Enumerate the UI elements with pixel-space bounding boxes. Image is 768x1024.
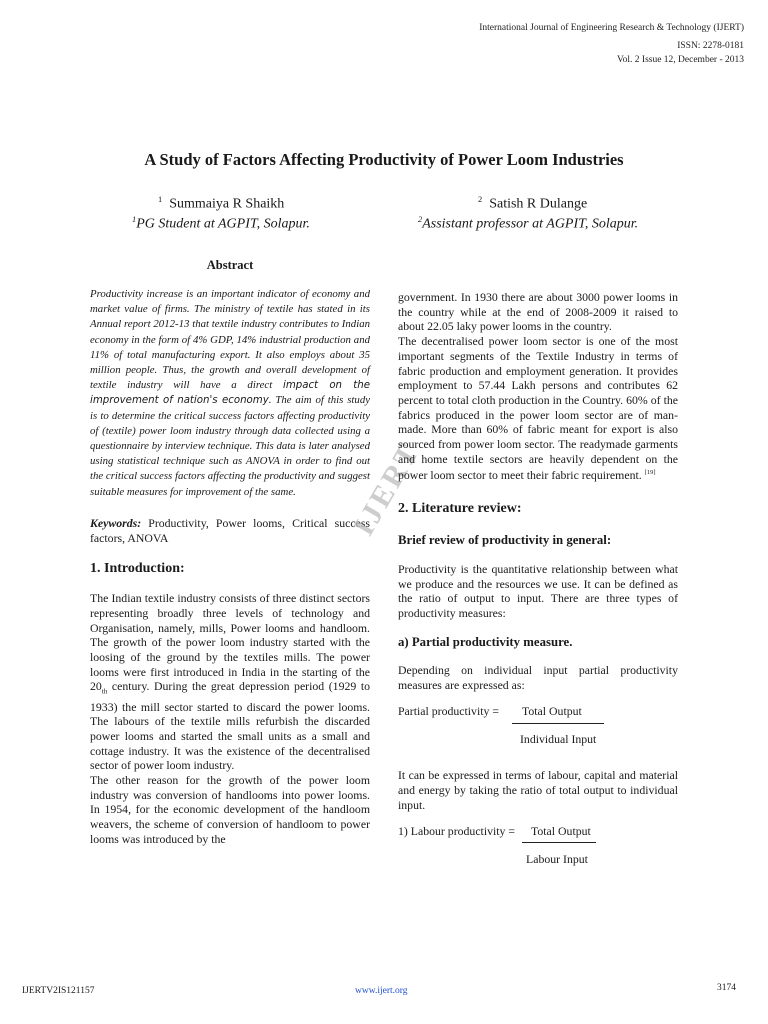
equation-1-fraction-bar — [512, 723, 604, 724]
productivity-definition: Productivity is the quantitative relationship between what we produce and the resources we use. It can be defined as the ratio of output to input. There are three types of productivity measures: — [398, 562, 678, 621]
affiliation-1-number: 1 — [132, 215, 137, 224]
abstract-text — [90, 287, 370, 500]
equation-1-numerator: Total Output — [522, 704, 582, 719]
partial-productivity-heading: a) Partial productivity measure. — [398, 634, 573, 649]
intro-heading: 1. Introduction: — [90, 561, 185, 577]
intro-paragraph-1 — [90, 591, 370, 773]
affiliation-1 — [132, 215, 310, 233]
author-2 — [478, 195, 587, 213]
affiliation-2 — [418, 215, 638, 233]
author-1 — [158, 195, 284, 213]
page-number: 3174 — [717, 983, 736, 993]
author-2-number: 2 — [478, 195, 483, 204]
affiliation-1-text: PG Student at AGPIT, Solapur. — [136, 216, 310, 232]
left-column — [90, 258, 370, 847]
literature-review-heading: 2. Literature review: — [398, 501, 522, 517]
abstract-part-2: impact on the improvement of nation's economy — [90, 380, 371, 407]
intro-p1-superscript: th — [101, 687, 108, 696]
keywords — [90, 516, 370, 545]
equation-2-fraction-bar — [522, 842, 596, 843]
equation-2-denominator: Labour Input — [526, 852, 588, 867]
right-paragraph-1: government. In 1930 there are about 3000 power looms in the country while at the end of 2008-2009 it raised to about 22.05 laky power looms in the country. — [398, 290, 678, 334]
equation-2-numerator: Total Output — [531, 824, 591, 839]
affiliation-2-text: Assistant professor at AGPIT, Solapur. — [422, 216, 639, 232]
intro-paragraph-2: The other reason for the growth of the power loom industry was conversion of handlooms into power looms. In 1954, for the economic development of the handloom weavers, the scheme of conversion of handloom to power looms was introduced by the — [90, 773, 370, 846]
author-1-name: Summaiya R Shaikh — [169, 196, 285, 212]
paper-id: IJERTV2IS121157 — [22, 986, 95, 996]
right-paragraph-2 — [398, 334, 678, 483]
abstract-part-3: . The aim of this study is to determine the critical success factors affecting productivity of (textile) power loom industry through data collected using a questionnaire by interview technique. This data is later analysed using statistical technique such as ANOVA in order to find out the critical success factors affecting the productivity and suggest suitable measures for improvement of the same. — [90, 394, 371, 498]
partial-productivity-equation — [398, 702, 678, 760]
journal-name: International Journal of Engineering Research & Technology (IJERT) — [479, 23, 744, 33]
ijert-watermark: IJERT — [346, 436, 427, 542]
equation-1-label: Partial productivity = — [398, 704, 500, 719]
author-2-name: Satish R Dulange — [489, 196, 588, 212]
partial-productivity-explanation: It can be expressed in terms of labour, capital and material and energy by taking the ratio of total output to individual input. — [398, 768, 678, 812]
keywords-text: Productivity, Power looms, Critical success factors, ANOVA — [90, 515, 370, 545]
labour-productivity-equation — [398, 822, 678, 874]
paper-title: A Study of Factors Affecting Productivity of Power Loom Industries — [144, 150, 624, 169]
author-1-number: 1 — [158, 195, 163, 204]
reference-19: [19] — [644, 469, 656, 477]
equation-2-label: 1) Labour productivity = — [398, 824, 516, 839]
abstract-heading: Abstract — [206, 258, 254, 272]
brief-review-heading: Brief review of productivity in general: — [398, 533, 612, 548]
right-column — [398, 290, 678, 874]
affiliation-2-number: 2 — [418, 215, 423, 224]
right-p2-text: The decentralised power loom sector is one of the most important segments of the Textile Industry in terms of fabric production and employment generation. It provides employment to 57.44 Lakh persons and contributes 62 percent to total cloth production in the Country. 60% of the fabrics produced in the power loom sector are of man-made. More than 60% of fabric meant for export is also sourced from power loom sector. The readymade garments and home textile sectors are heavily dependent on the power loom sector to meet their fabric requirement. — [398, 334, 678, 483]
issn: ISSN: 2278-0181 — [677, 41, 744, 51]
volume-issue: Vol. 2 Issue 12, December - 2013 — [617, 55, 744, 65]
intro-p1-text-a: The Indian textile industry consists of three distinct sectors representing broadly three levels of technology and Organisation, namely, mills, Power looms and handloom. The growth of the power loom industry started with the loosing of the ground by the textiles mills. The power looms were first introduced in India in the starting of the 20 — [90, 591, 370, 694]
equation-1-denominator: Individual Input — [520, 732, 597, 747]
journal-website-link[interactable]: www.ijert.org — [355, 986, 408, 996]
keywords-label: Keywords: — [90, 515, 142, 530]
intro-p1-text-b: century. During the great depression period (1929 to 1933) the mill sector started to discard the power looms. The labours of the textile mills refurbish the discarded power looms and started the small units as a small and cottage industry. It was the existence of the decentralised sector of power loom industry. — [90, 679, 370, 773]
abstract-part-1: Productivity increase is an important indicator of economy and market value of firms. The ministry of textile has stated in its Annual report 2012-13 that textile industry contributes to Indian economy in the form of 4% GDP, 14% industrial production and 11% of total manufacturing export. It also employs about 35 million people. Thus, the growth and overall development of textile industry will have a direct — [90, 288, 370, 392]
partial-productivity-text: Depending on individual input partial productivity measures are expressed as: — [398, 662, 678, 692]
